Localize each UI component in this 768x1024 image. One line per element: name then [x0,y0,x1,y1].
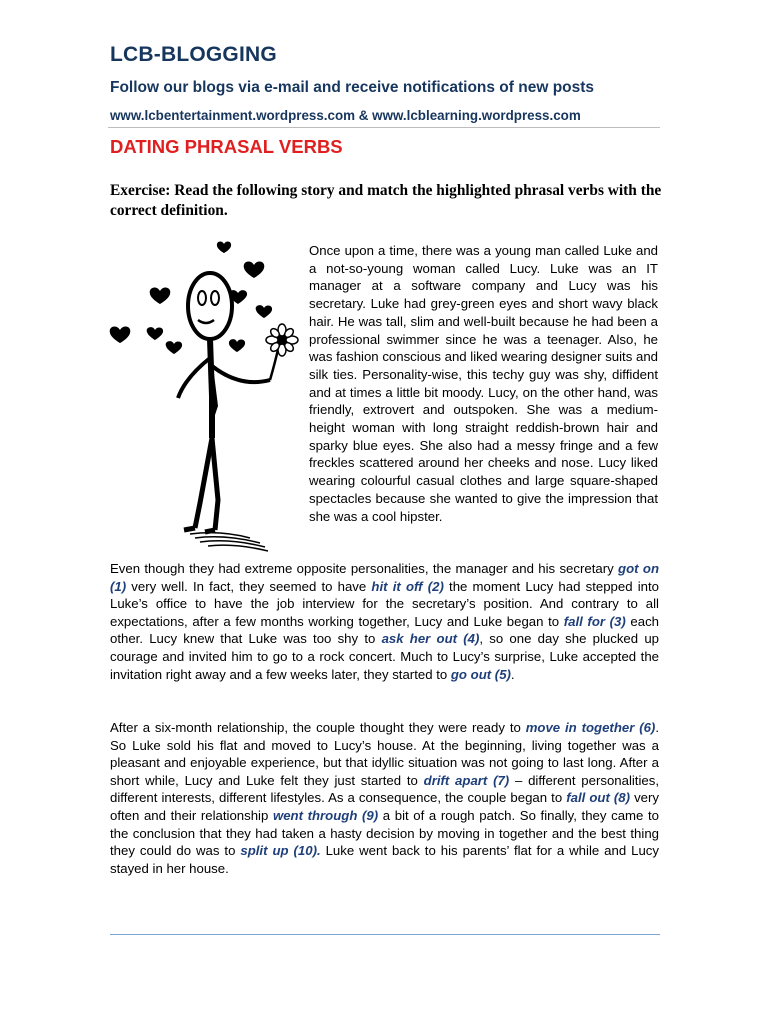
text: , so one day she plucked up courage and invited him to go to a rock concert. Much to Lucy’s surprise, Luke accepted the invitation right away and a few weeks later, they started to [110,631,659,682]
blog-brand-title: LCB-BLOGGING [110,43,277,66]
text: Luke went back to his parents’ flat for a while and Lucy stayed in her house. [110,843,659,876]
page-title: DATING PHRASAL VERBS [110,136,343,157]
follow-notice: Follow our blogs via e-mail and receive notifications of new posts [110,79,595,96]
flower-icon [266,324,298,356]
text: – different personalities, different interests, different lifestyles. As a consequence, the couple began to [110,772,659,806]
heart-icon [110,326,131,343]
heart-icon [256,305,272,318]
heart-icon [229,339,245,352]
story-intro: Once upon a time, there was a young man called Luke and a not-so-young woman called Lucy. Luke was an IT manager at a software company and Lucy was his secretary. Luke had grey-green eyes and short wavy black hair. He was tall, slim and well-built because he had been a professional swimmer since he was a teenager. Also, he was fashion conscious and liked wearing designer suits and silk ties. Personality-wise, this techy guy was shy, diffident and at times a little bit moody. Lucy, on the other hand, was friendly, extrovert and outspoken. She was a medium-height woman with long straight reddish-brown hair and sparky blue eyes. She also had a messy fringe and a few freckles scattered around her cheeks and nose. Lucy liked wearing colourful casual clothes and large square-shaped spectacles because she wanted to give the impression that she was a cool hipster. [309,243,658,524]
heart-icon [244,261,265,278]
phrasal-verb-7: drift apart (7) [423,772,510,788]
text: very well. In fact, they seemed to have [126,578,372,594]
phrasal-verb-4: ask her out (4) [381,631,480,647]
heart-icon [150,287,171,304]
phrasal-verb-9: went through (9) [272,807,379,823]
stick-figure-illustration [100,238,310,553]
phrasal-verb-8: fall out (8) [566,790,631,806]
exercise-instructions: Exercise: Read the following story and match the highlighted phrasal verbs with the correct definition. [110,182,662,219]
phrasal-verb-3: fall for (3) [563,613,626,629]
heart-icon [217,242,231,253]
phrasal-verb-2: hit it off (2) [371,578,444,594]
text: Even though they had extreme opposite personalities, the manager and his secretary [110,561,619,576]
text: . So Luke sold his flat and moved to Lucy’s house. At the beginning, living together was a pleasant and enjoyable experience, but that idyllic situation was not going to last long. After a short while, Lucy and Luke felt they just started to [110,720,659,788]
phrasal-verb-10: split up (10). [240,843,321,859]
text: the moment Lucy had stepped into Luke’s office to have the job interview for the secretary’s position. And contrary to all expectations, after a few months working together, Lucy and Luke began to [110,578,659,629]
phrasal-verb-5: go out (5) [450,666,511,682]
phrasal-verb-1: got on (1) [110,561,659,594]
blog-links[interactable]: www.lcbentertainment.wordpress.com & www.lcblearning.wordpress.com [110,108,581,123]
phrasal-verb-6: move in together (6) [525,720,656,735]
footer-divider [110,934,660,935]
story-paragraph-2 [110,560,659,683]
heart-icon [147,327,163,340]
story-paragraph-3 [110,719,659,877]
text: . [510,666,515,682]
text: very often and their relationship [110,790,659,823]
text: a bit of a rough patch. So finally, they came to the conclusion that they had taken a hasty decision by moving in together and the best thing they could do was to [110,807,659,859]
heart-icon [166,341,182,354]
text: After a six-month relationship, the couple thought they were ready to [110,720,526,735]
header-divider [108,127,660,128]
text: each other. Lucy knew that Luke was too shy to [110,613,659,647]
